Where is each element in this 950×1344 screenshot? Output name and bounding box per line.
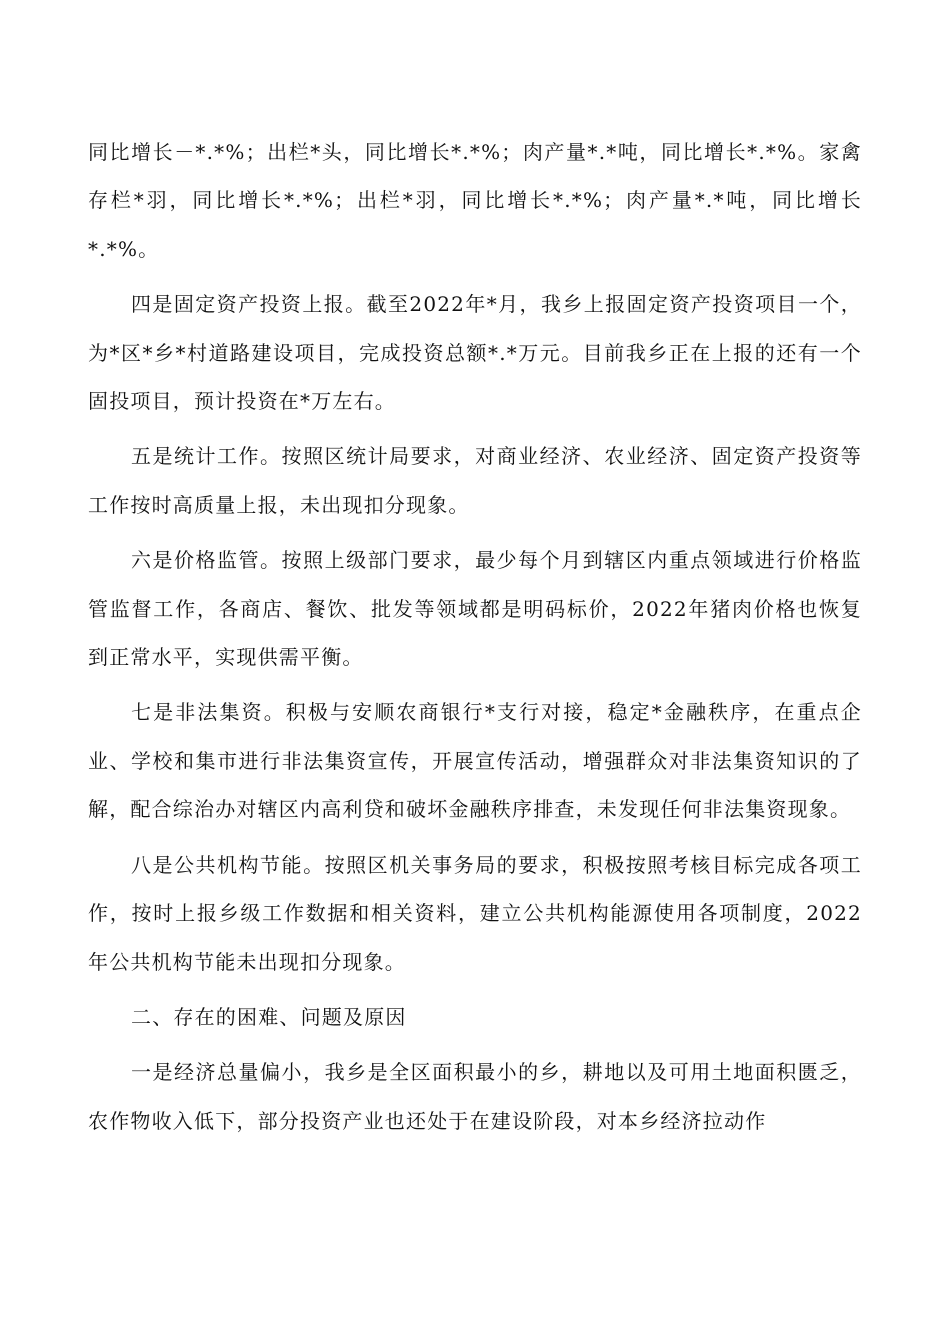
paragraph-economic-scale: 一是经济总量偏小，我乡是全区面积最小的乡，耕地以及可用土地面积匮乏，农作物收入低下，部分投资产业也还处于在建设阶段，对本乡经济拉动作 bbox=[88, 1060, 862, 1133]
document-page bbox=[88, 128, 862, 1152]
section-heading-difficulties: 二、存在的困难、问题及原因 bbox=[131, 1004, 407, 1029]
paragraph-energy-saving: 八是公共机构节能。按照区机关事务局的要求，积极按照考核目标完成各项工作，按时上报乡级工作数据和相关资料，建立公共机构能源使用各项制度，2022年公共机构节能未出现扣分现象。 bbox=[88, 852, 862, 974]
paragraph-price-supervision: 六是价格监管。按照上级部门要求，最少每个月到辖区内重点领域进行价格监管监督工作，各商店、餐饮、批发等领域都是明码标价，2022年猪肉价格也恢复到正常水平，实现供需平衡。 bbox=[88, 548, 862, 670]
paragraph-livestock-stats: 同比增长－*.*%；出栏*头，同比增长*.*%；肉产量*.*吨，同比增长*.*%。家禽存栏*羽，同比增长*.*%；出栏*羽，同比增长*.*%；肉产量*.*吨，同比增长*.*%。 bbox=[88, 140, 862, 261]
paragraph-fixed-asset-investment: 四是固定资产投资上报。截至2022年*月，我乡上报固定资产投资项目一个，为*区*乡*村道路建设项目，完成投资总额*.*万元。目前我乡正在上报的还有一个固投项目，预计投资在*万左右。 bbox=[88, 292, 862, 414]
paragraph-statistics-work: 五是统计工作。按照区统计局要求，对商业经济、农业经济、固定资产投资等工作按时高质量上报，未出现扣分现象。 bbox=[88, 444, 862, 517]
paragraph-illegal-fundraising: 七是非法集资。积极与安顺农商银行*支行对接，稳定*金融秩序，在重点企业、学校和集市进行非法集资宣传，开展宣传活动，增强群众对非法集资知识的了解，配合综治办对辖区内高利贷和破坏金融秩序排查，未发现任何非法集资现象。 bbox=[88, 700, 862, 822]
